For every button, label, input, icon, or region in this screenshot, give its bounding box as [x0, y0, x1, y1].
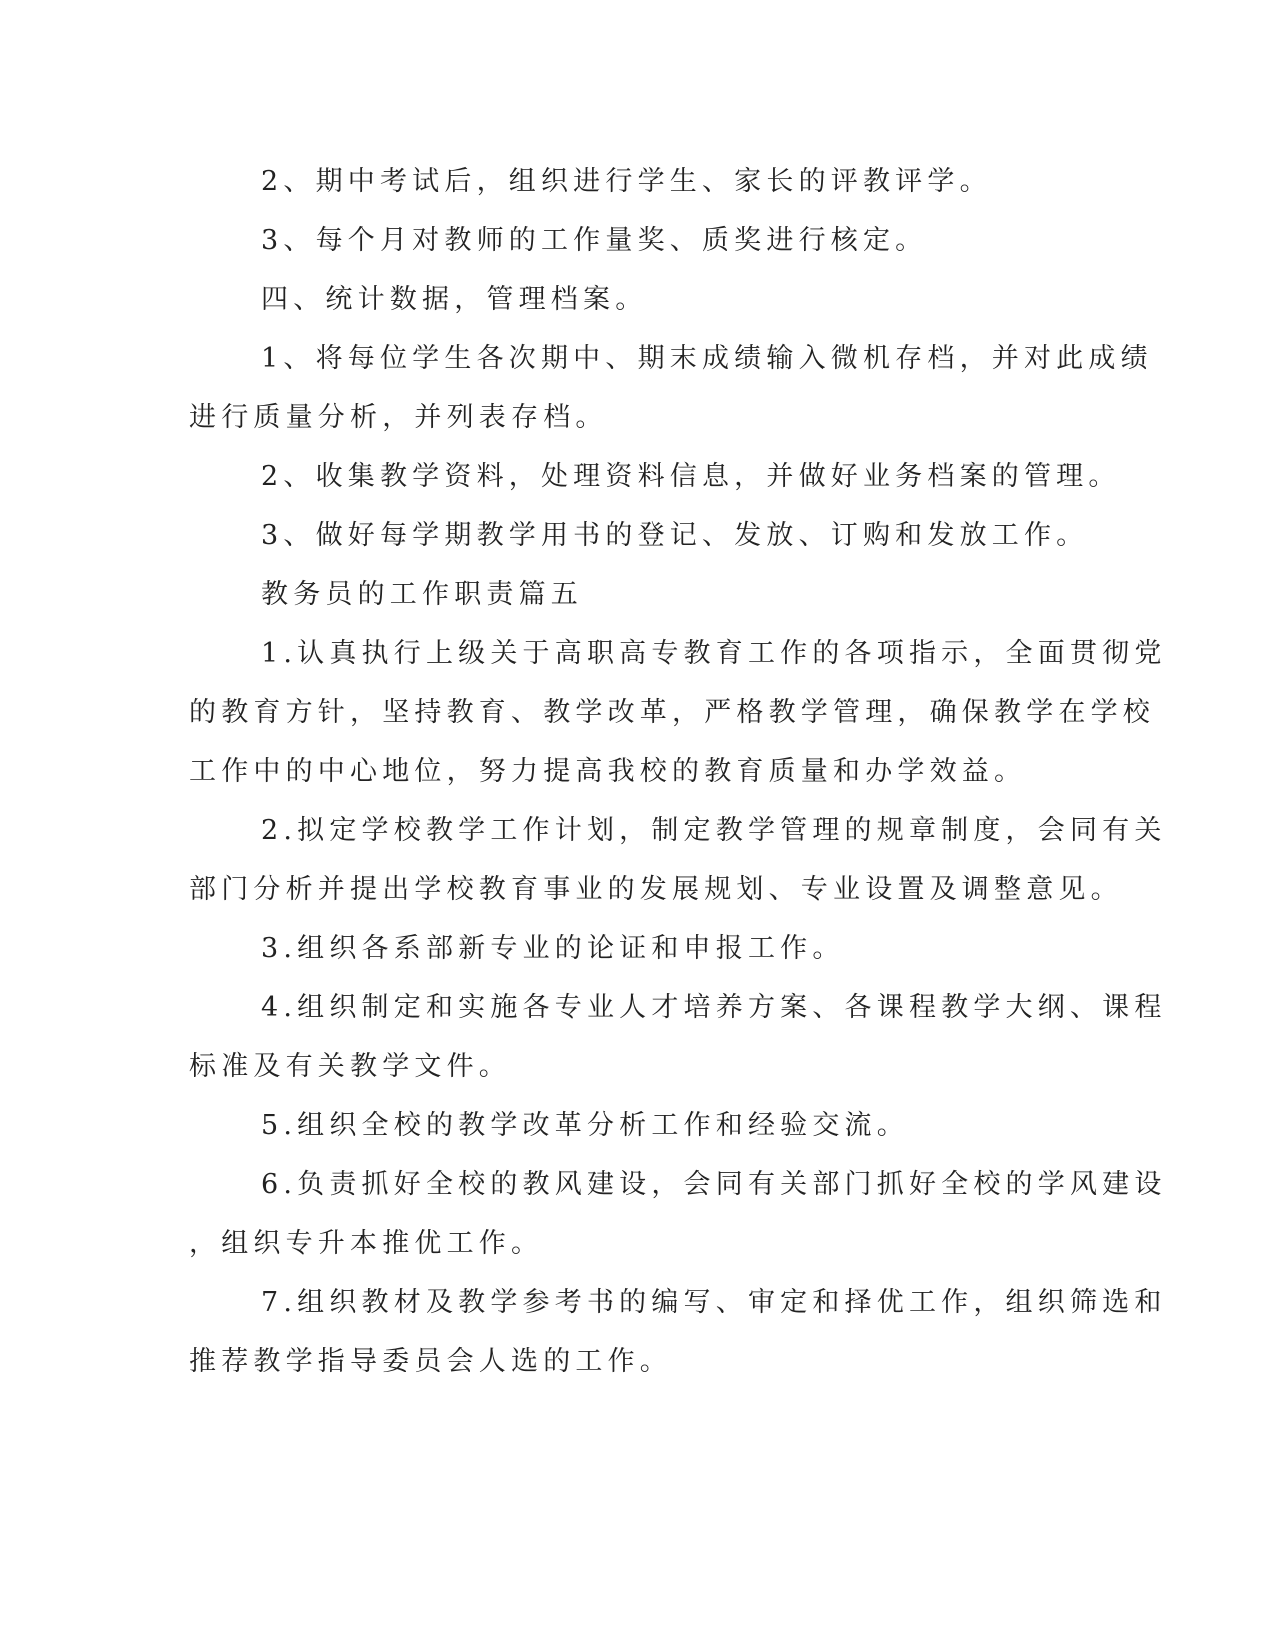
section-heading: 四、统计数据，管理档案。	[261, 284, 648, 315]
text-line: 3、每个月对教师的工作量奖、质奖进行核定。	[261, 225, 928, 256]
text-line: 5.组织全校的教学改革分析工作和经验交流。	[261, 1110, 909, 1141]
text-line: 进行质量分析，并列表存档。	[189, 402, 608, 433]
text-line: 1、将每位学生各次期中、期末成绩输入微机存档，并对此成绩	[261, 343, 1153, 374]
section-heading: 教务员的工作职责篇五	[261, 579, 583, 610]
text-line: 部门分析并提出学校教育事业的发展规划、专业设置及调整意见。	[189, 874, 1123, 905]
text-line: 2、期中考试后，组织进行学生、家长的评教评学。	[261, 166, 992, 197]
text-line: 2.拟定学校教学工作计划，制定教学管理的规章制度，会同有关	[261, 815, 1167, 846]
text-line: 3、做好每学期教学用书的登记、发放、订购和发放工作。	[261, 520, 1089, 551]
text-line: ，组织专升本推优工作。	[189, 1228, 544, 1259]
text-line: 2、收集教学资料，处理资料信息，并做好业务档案的管理。	[261, 461, 1121, 492]
text-line: 1.认真执行上级关于高职高专教育工作的各项指示，全面贯彻党	[261, 638, 1167, 669]
text-line: 标准及有关教学文件。	[189, 1051, 511, 1082]
text-line: 4.组织制定和实施各专业人才培养方案、各课程教学大纲、课程	[261, 992, 1167, 1023]
text-line: 工作中的中心地位，努力提高我校的教育质量和办学效益。	[189, 756, 1027, 787]
text-line: 推荐教学指导委员会人选的工作。	[189, 1346, 672, 1377]
text-line: 3.组织各系部新专业的论证和申报工作。	[261, 933, 845, 964]
text-line: 7.组织教材及教学参考书的编写、审定和择优工作，组织筛选和	[261, 1287, 1167, 1318]
text-line: 的教育方针，坚持教育、教学改革，严格教学管理，确保教学在学校	[189, 697, 1155, 728]
text-line: 6.负责抓好全校的教风建设，会同有关部门抓好全校的学风建设	[261, 1169, 1167, 1200]
